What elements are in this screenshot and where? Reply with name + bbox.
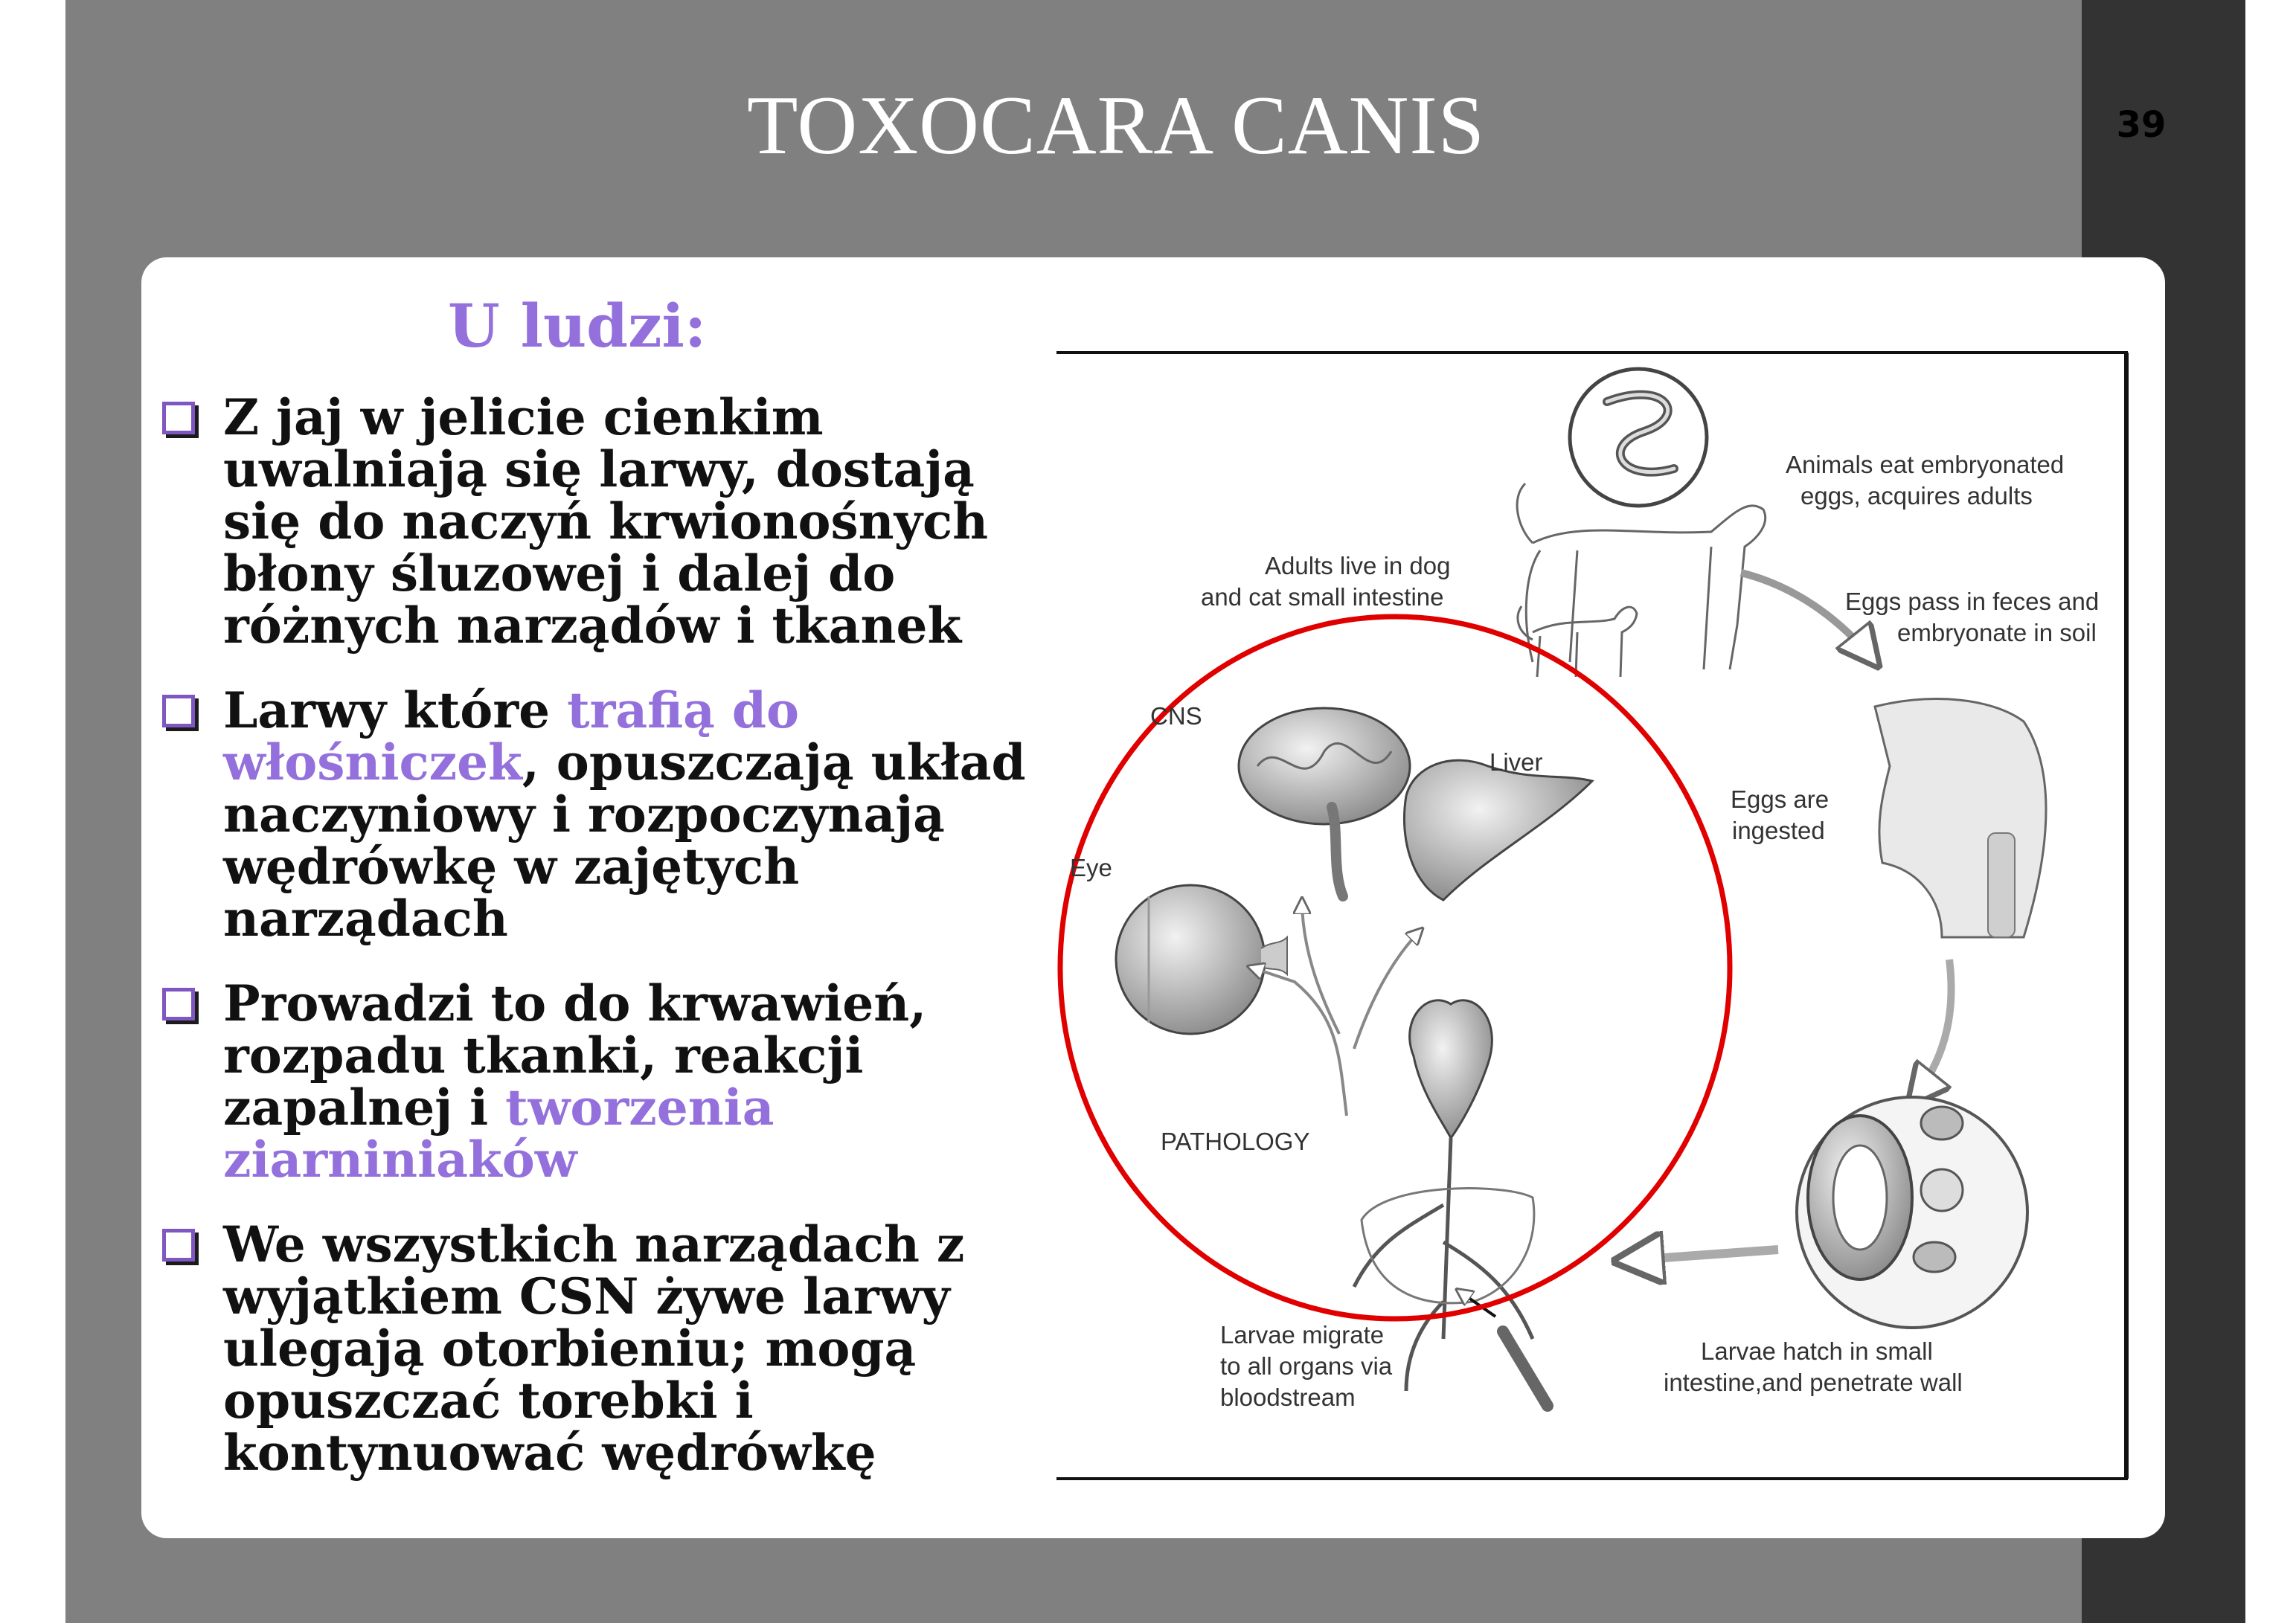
label-larvae-hatch: intestine,and penetrate wall [1664,1369,1963,1396]
eye-icon [1116,885,1287,1034]
life-cycle-svg [1056,350,2150,1488]
label-adults-live: and cat small intestine [1201,583,1444,611]
label-larvae-hatch: Larvae hatch in small [1701,1337,1933,1365]
checkbox-bullet-icon [162,695,195,727]
label-adults-live: Adults live in dog [1265,552,1451,579]
label-larvae-migrate: to all organs via [1220,1352,1393,1380]
pathology-arrows-icon [1250,900,1421,1116]
label-eggs-pass: Eggs pass in feces and [1845,588,2100,615]
bullet-text: Prowadzi to do krwawień, rozpadu tkanki, reakcji zapalnej i [223,974,927,1137]
checkbox-bullet-icon [162,988,195,1021]
bullet-list [159,388,1052,1511]
label-larvae-migrate: Larvae migrate [1220,1321,1385,1349]
bullet-item [159,1215,1052,1482]
brain-icon [1239,708,1410,896]
label-animals-eat: Animals eat embryonated [1786,451,2065,478]
bullet-item [159,974,1052,1189]
intestine-hatch-icon [1797,1097,2027,1328]
label-pathology: PATHOLOGY [1161,1128,1310,1155]
checkbox-bullet-icon [162,1229,195,1262]
eggs-ingested-icon [1875,699,2046,937]
bullet-item [159,681,1052,948]
bullet-item [159,388,1052,655]
checkbox-bullet-icon [162,402,195,434]
label-eggs-ingested: ingested [1732,817,1825,844]
label-eggs-ingested: Eggs are [1731,785,1830,813]
arrow-icon [1741,573,1875,662]
liver-icon [1404,760,1592,900]
label-eye: Eye [1070,854,1112,881]
bullet-text: Z jaj w jelicie cienkim uwalniają się larwy, dostają się do naczyń krwionośnych błony śluzowej i dalej do różnych narządów i tkanek [223,388,989,655]
dog-and-cat-icon [1517,483,1766,677]
arrow-icon [1622,1250,1778,1261]
page-number: 39 [2116,104,2167,146]
label-liver: Liver [1489,748,1543,776]
life-cycle-diagram [1056,350,2150,1488]
bullet-text: Larwy które [223,681,568,739]
label-eggs-pass: embryonate in soil [1897,619,2097,646]
bullet-text: We wszystkich narządach z wyjątkiem CSN żywe larwy ulegają otorbieniu; mogą opuszczać torebki i kontynuować wędrówkę [223,1215,965,1482]
label-animals-eat: eggs, acquires adults [1800,482,2033,510]
label-larvae-migrate: bloodstream [1220,1383,1356,1411]
subtitle: U ludzi: [448,291,707,361]
adult-worm-icon [1570,369,1707,506]
label-cns: CNS [1150,702,1202,730]
slide-title: TOXOCARA CANIS [746,80,1486,172]
bullet-text: , opuszczają układ naczyniowy i rozpoczynają wędrówkę w zajętych narządach [223,733,1026,948]
bullet-highlight: tworzenia ziarniniaków [223,1079,775,1189]
bullet-highlight: trafią do włośniczek [223,681,799,791]
right-edge-strip [2245,0,2296,1623]
arrow-icon [1912,960,1952,1101]
